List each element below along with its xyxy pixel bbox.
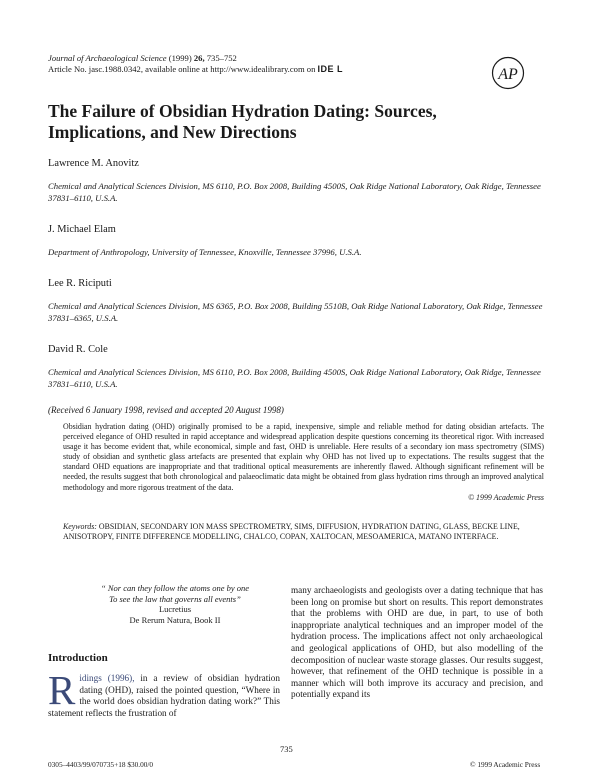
journal-header (48, 53, 343, 75)
keywords (63, 522, 544, 542)
section-heading: Introduction (48, 652, 108, 664)
page-number: 735 (280, 744, 293, 754)
author-name: J. Michael Elam (48, 224, 116, 235)
author-name: David R. Cole (48, 344, 108, 355)
article-title: The Failure of Obsidian Hydration Dating: Sources, Implications, and New Directions (48, 101, 437, 142)
author-name: Lawrence M. Anovitz (48, 158, 139, 169)
abstract-copyright: © 1999 Academic Press (468, 492, 544, 502)
epigraph-source: De Rerum Natura, Book II (129, 614, 221, 625)
article-availability[interactable]: Article No. jasc.1988.0342, available online at http://www.idealibrary.com on (48, 64, 316, 74)
journal-name: Journal of Archaeological Science (48, 53, 167, 63)
abstract (63, 422, 544, 503)
keywords-label: Keywords: (63, 522, 97, 531)
journal-year: (1999) (168, 53, 192, 63)
ap-logo-icon (491, 56, 525, 90)
journal-citation (48, 53, 343, 64)
author-affiliation: Chemical and Analytical Sciences Division, MS 6110, P.O. Box 2008, Building 4500S, Oak Ridge National Laboratory, Oak Ridge, Tennessee 37831–6110, U.S.A. (48, 367, 541, 389)
intro-paragraph (48, 667, 280, 719)
epigraph-line: “ Nor can they follow the atoms one by one (100, 583, 250, 593)
author-affiliation: Chemical and Analytical Sciences Division, MS 6365, P.O. Box 2008, Building 5510B, Oak Ridge National Laboratory, Oak Ridge, Tennessee 37831–6365, U.S.A. (48, 301, 543, 323)
article-line (48, 64, 343, 75)
journal-pages: 735–752 (206, 53, 237, 63)
received-dates: (Received 6 January 1998, revised and accepted 20 August 1998) (48, 405, 284, 415)
abstract-text: Obsidian hydration dating (OHD) originally promised to be a rapid, inexpensive, simple and reliable method for dating obsidian artefacts. The perceived elegance of OHD resulted in rapid acceptance and widespread application despite questions concerning its theoretical rigor. With increased usage it has become evident that, while economical, simple and fast, OHD is unreliable. Here results of a secondary ion mass spectrometry (SIMS) study of obsidian and synthetic glass artefacts are presented that explain why OHD has not lived up to expectations. The results suggest that the standard OHD equations are inappropriate and that traditional optical measurements are inherently flawed. Although significant refinement will be needed, the results suggest that both chronological and palaeoclimatic data might be obtained from glass hydration rims through an improved analytical methodology and more rigorous treatment of the data. (63, 422, 544, 492)
intro-text: in a review of obsidian hydration dating (OHD), raised the pointed question, “Where in the world does obsidian hydration dating work?” This statement reflects the frustration of (48, 673, 280, 718)
author-affiliation: Department of Anthropology, University of Tennessee, Knoxville, Tennessee 37996, U.S.A. (48, 247, 362, 257)
footer-issn: 0305–4403/99/070735+18 $30.00/0 (48, 760, 154, 769)
epigraph (60, 583, 290, 625)
epigraph-author: Lucretius (158, 604, 192, 615)
author-name: Lee R. Riciputi (48, 278, 112, 289)
ideal-logo: IDE L (317, 64, 344, 74)
citation-link[interactable]: idings (1996), (79, 673, 135, 683)
journal-volume: 26, (193, 53, 205, 63)
drop-cap: R (48, 667, 76, 713)
author-affiliation: Chemical and Analytical Sciences Division, MS 6110, P.O. Box 2008, Building 4500S, Oak Ridge National Laboratory, Oak Ridge, Tennessee 37831–6110, U.S.A. (48, 181, 541, 203)
epigraph-line: To see the law that governs all events” (109, 593, 241, 604)
ap-logo-text: AP (498, 66, 518, 83)
right-column-text: many archaeologists and geologists over a dating technique that has been long on promise but short on results. This report demonstrates that the problems with OHD are due, in part, to use of both inappropriate analytical techniques and an improper model of the hydration process. The implications affect not only archaeological and geological applications of OHD, but also modelling of the decomposition of nuclear waste storage glasses. Our results suggest, however, that refinement of the OHD technique is possible in a manner which will both improve its accuracy and precision, and potentially expand its (291, 585, 543, 700)
keywords-text: OBSIDIAN, SECONDARY ION MASS SPECTROMETRY, SIMS, DIFFUSION, HYDRATION DATING, GLASS, BECKE LINE, ANISOTROPY, FINITE DIFFERENCE MODELLING, CHALCO, COPAN, XALTOCAN, MESOAMERICA, MATANO INTERFACE. (63, 522, 520, 542)
footer-copyright: © 1999 Academic Press (470, 760, 541, 769)
